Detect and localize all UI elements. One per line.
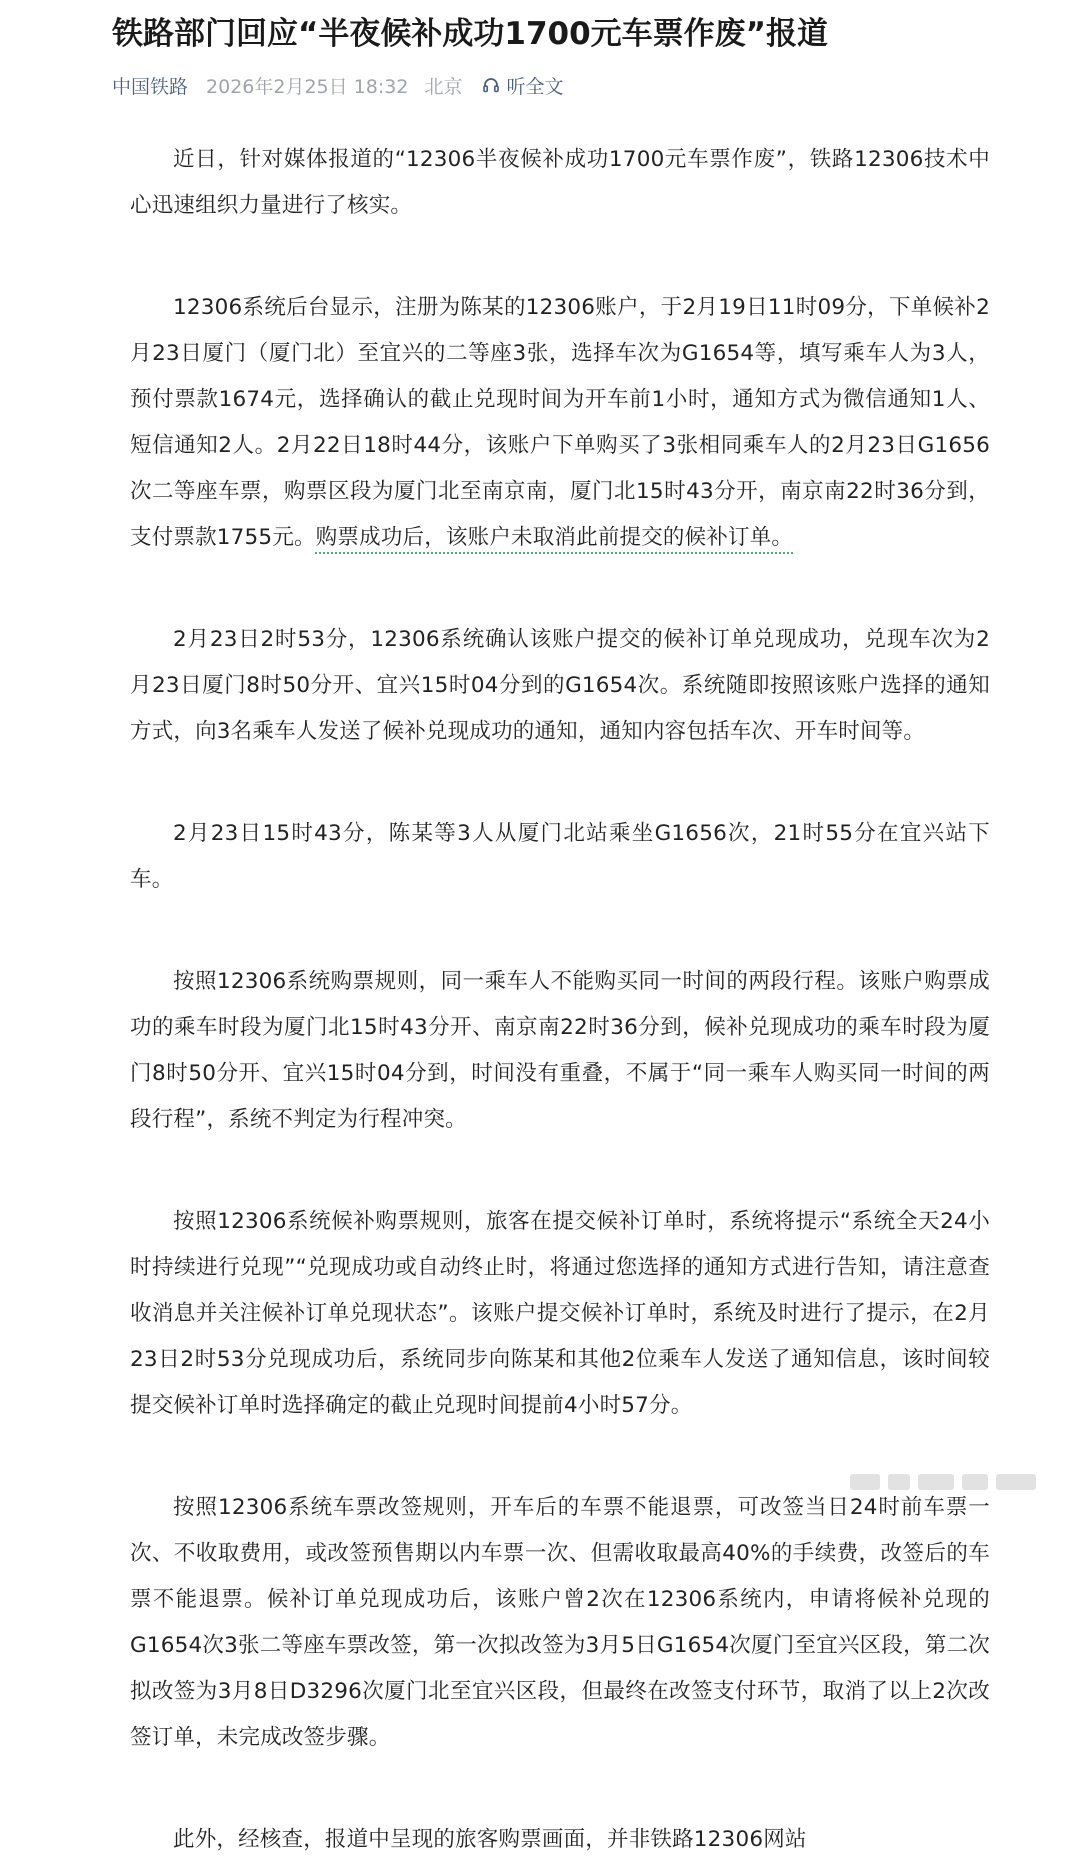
source-link[interactable]: 中国铁路 [112,75,189,98]
listen-label: 听全文 [506,75,564,98]
headphones-icon [482,76,500,94]
paragraph-8-partial: 此外，经核查，报道中呈现的旅客购票画面，并非铁路12306网站 [173,1827,807,1852]
paragraph-2-text: 12306系统后台显示，注册为陈某的12306账户，于2月19日11时09分，下单候补2月23日厦门（厦门北）至宜兴的二等座3张，选择车次为G1654等，填写乘车人为3人，预付票款1674元，选择确认的截止兑现时间为开车前1小时，通知方式为微信通知1人、短信通知2人。2月22日18时44分，该账户下单购买了3张相同乘车人的2月23日G1656次二等座车票，购票区段为厦门北至南京南，厦门北15时43分开，南京南22时36分到，支付票款1755元。 [130,295,990,550]
publish-time: 2026年2月25日 18:32 [206,75,409,98]
paragraph-2 [130,285,990,561]
article-title: 铁路部门回应“半夜候补成功1700元车票作废”报道 [112,16,829,52]
watermark [800,1468,1070,1494]
article-body [130,137,990,1863]
listen-button[interactable] [482,72,563,99]
publish-location: 北京 [424,75,463,98]
paragraph-5: 按照12306系统购票规则，同一乘车人不能购买同一时间的两段行程。该账户购票成功的乘车时段为厦门北15时43分开、南京南22时36分到，候补兑现成功的乘车时段为厦门8时50分开、宜兴15时04分到，时间没有重叠，不属于“同一乘车人购买同一时间的两段行程”，系统不判定为行程冲突。 [130,969,990,1132]
paragraph-1: 近日，针对媒体报道的“12306半夜候补成功1700元车票作废”，铁路12306技术中心迅速组织力量进行了核实。 [130,147,990,218]
paragraph-6: 按照12306系统候补购票规则，旅客在提交候补订单时，系统将提示“系统全天24小时持续进行兑现”“兑现成功或自动终止时，将通过您选择的通知方式进行告知，请注意查收消息并关注候补订单兑现状态”。该账户提交候补订单时，系统及时进行了提示，在2月23日2时53分兑现成功后，系统同步向陈某和其他2位乘车人发送了通知信息，该时间较提交候补订单时选择确定的截止兑现时间提前4小时57分。 [130,1209,990,1418]
paragraph-7: 按照12306系统车票改签规则，开车后的车票不能退票，可改签当日24时前车票一次、不收取费用，或改签预售期以内车票一次、但需收取最高40%的手续费，改签后的车票不能退票。候补订单兑现成功后，该账户曾2次在12306系统内，申请将候补兑现的G1654次3张二等座车票改签，第一次拟改签为3月5日G1654次厦门至宜兴区段，第二次拟改签为3月8日D3296次厦门北至宜兴区段，但最终在改签支付环节，取消了以上2次改签订单，未完成改签步骤。 [130,1495,990,1750]
paragraph-3: 2月23日2时53分，12306系统确认该账户提交的候补订单兑现成功，兑现车次为2月23日厦门8时50分开、宜兴15时04分到的G1654次。系统随即按照该账户选择的通知方式，向3名乘车人发送了候补兑现成功的通知，通知内容包括车次、开车时间等。 [130,627,990,744]
article-meta [112,68,563,102]
highlighted-sentence[interactable]: 购票成功后，该账户未取消此前提交的候补订单。 [315,525,794,550]
paragraph-4: 2月23日15时43分，陈某等3人从厦门北站乘坐G1656次，21时55分在宜兴站下车。 [130,821,990,892]
